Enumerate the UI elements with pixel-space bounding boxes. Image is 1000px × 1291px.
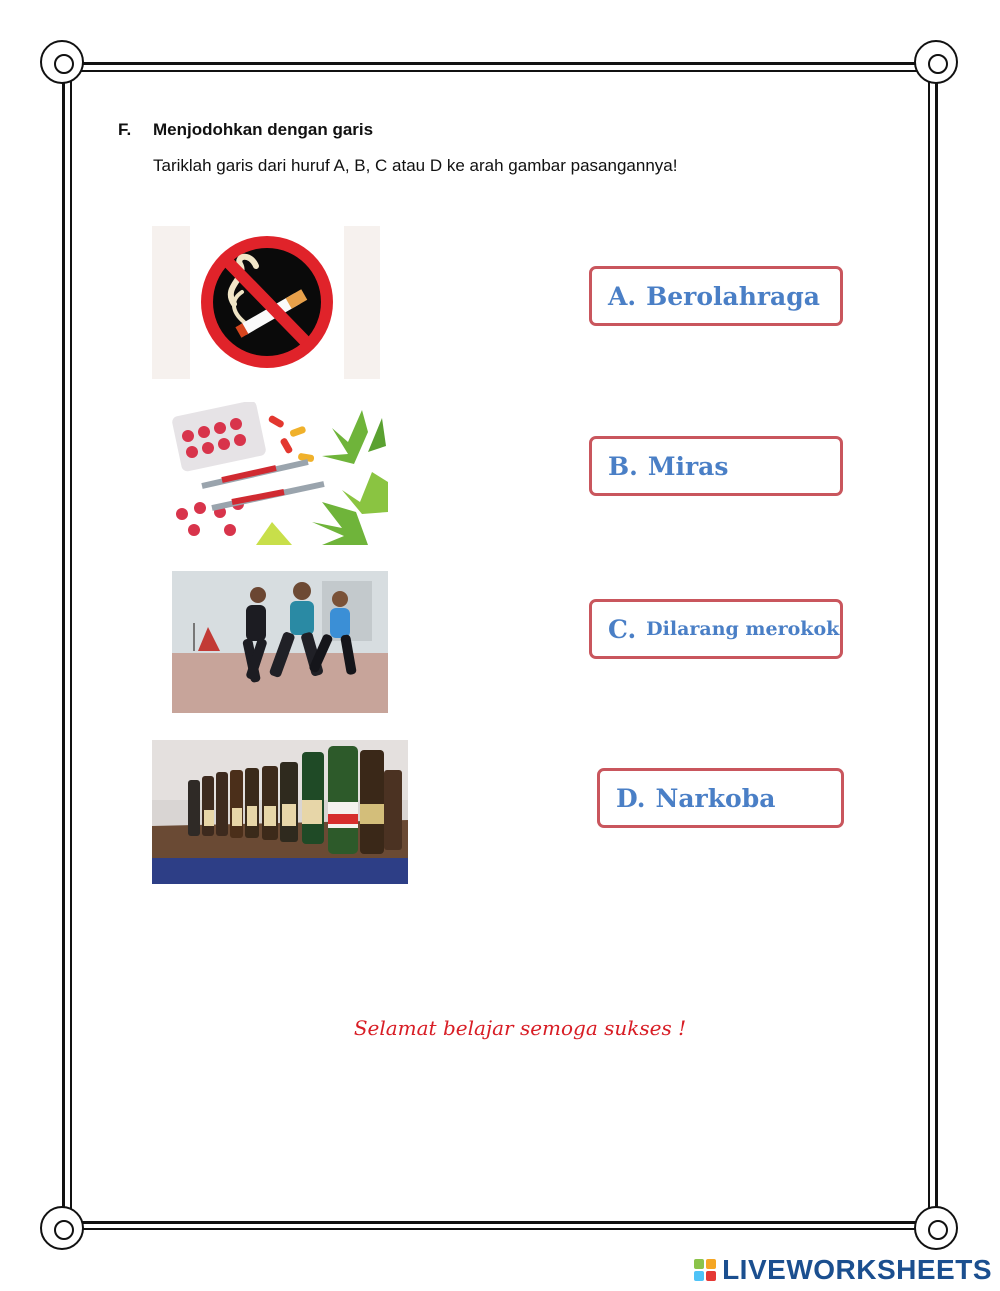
closing-message: Selamat belajar semoga sukses ! [353, 1016, 687, 1040]
answer-text: Narkoba [655, 783, 776, 813]
answer-letter: D. [616, 783, 646, 813]
section-title: Menjodohkan dengan garis [153, 120, 374, 139]
bottles-image [152, 740, 408, 884]
drugs-image [172, 402, 388, 545]
section-letter: F. [118, 120, 132, 139]
jogging-image [172, 571, 388, 713]
answer-letter: A. [608, 281, 637, 311]
answer-a-box[interactable] [589, 266, 843, 326]
no-smoking-image [152, 226, 380, 379]
answer-text: Dilarang merokok [646, 618, 840, 640]
answer-d-box[interactable] [597, 768, 844, 828]
corner-ornament [914, 1206, 958, 1250]
logo-grid-icon [694, 1259, 716, 1281]
answer-letter: B. [608, 451, 638, 481]
corner-ornament [914, 40, 958, 84]
answer-text: Miras [647, 451, 729, 481]
answer-text: Berolahraga [646, 281, 820, 311]
corner-ornament [40, 1206, 84, 1250]
liveworksheets-logo [694, 1254, 992, 1286]
answer-c-box[interactable] [589, 599, 843, 659]
answer-letter: C. [608, 614, 637, 644]
brand-name: LIVEWORKSHEETS [722, 1254, 992, 1285]
instruction-text: Tariklah garis dari huruf A, B, C atau D ke arah gambar pasangannya! [153, 156, 678, 175]
answer-b-box[interactable] [589, 436, 843, 496]
corner-ornament [40, 40, 84, 84]
